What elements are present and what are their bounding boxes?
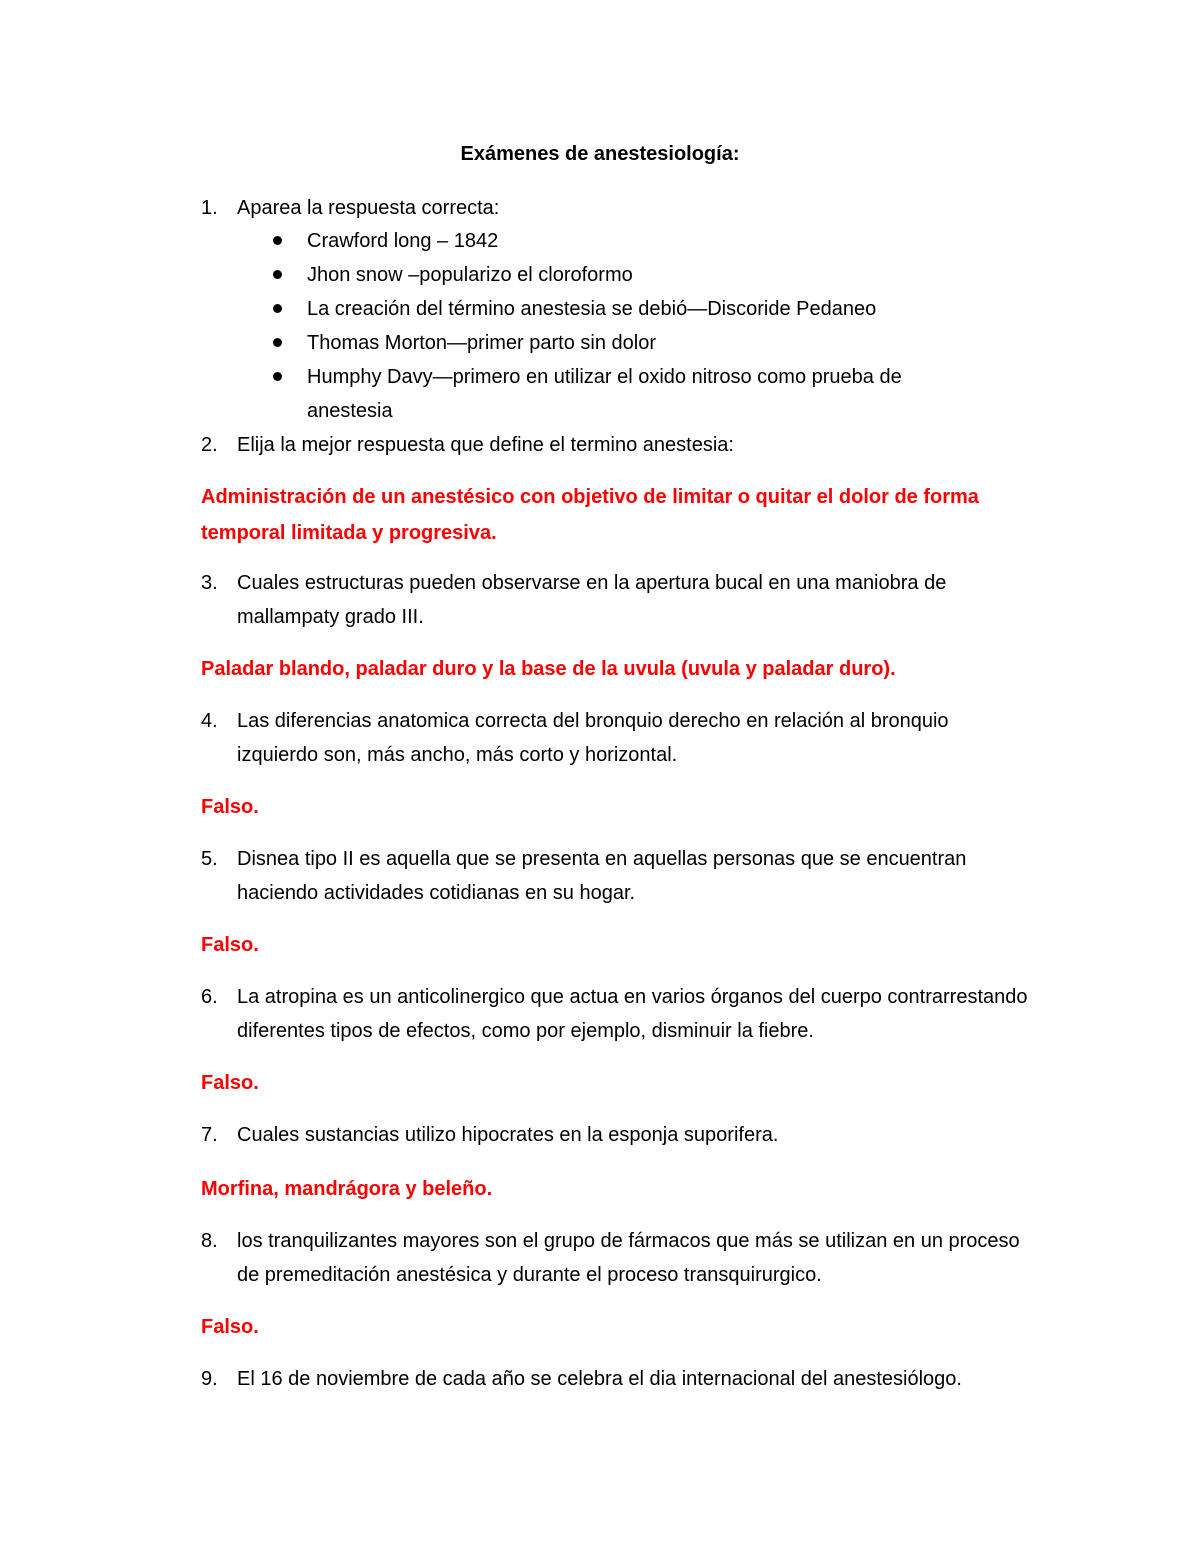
question-7	[201, 1118, 1041, 1152]
question-text: Aparea la respuesta correcta:	[237, 197, 500, 219]
question-6	[201, 980, 1051, 1048]
question-number: 2.	[201, 434, 218, 456]
document-title: Exámenes de anestesiología:	[460, 143, 740, 165]
question-number: 6.	[201, 986, 218, 1008]
list-item: Humphy Davy—primero en utilizar el oxido nitroso como prueba de anestesia	[271, 360, 991, 428]
question-3	[201, 566, 1011, 634]
question-1	[201, 191, 1041, 225]
question-2	[201, 428, 1041, 462]
question-8	[201, 1224, 1021, 1292]
list-item: Thomas Morton—primer parto sin dolor	[271, 326, 991, 360]
bullet-icon	[273, 304, 282, 313]
list-item: La creación del término anestesia se debió—Discoride Pedaneo	[271, 292, 991, 326]
question-number: 1.	[201, 197, 218, 219]
question-number: 3.	[201, 572, 218, 594]
question-text: Las diferencias anatomica correcta del bronquio derecho en relación al bronquio izquierdo son, más ancho, más corto y horizontal.	[237, 710, 949, 766]
question-5	[201, 842, 1026, 910]
answer-6: Falso.	[201, 1072, 259, 1094]
question-number: 4.	[201, 710, 218, 732]
question-9	[201, 1362, 1061, 1396]
question-number: 8.	[201, 1230, 218, 1252]
question-text: Disnea tipo II es aquella que se presenta en aquellas personas que se encuentran haciendo actividades cotidianas en su hogar.	[237, 848, 967, 904]
matching-list	[271, 224, 991, 428]
question-text: El 16 de noviembre de cada año se celebra el dia internacional del anestesiólogo.	[237, 1368, 962, 1390]
answer-8: Falso.	[201, 1316, 259, 1338]
bullet-icon	[273, 236, 282, 245]
question-text: La atropina es un anticolinergico que actua en varios órganos del cuerpo contrarrestando diferentes tipos de efectos, como por ejemplo, disminuir la fiebre.	[237, 986, 1028, 1042]
answer-2: Administración de un anestésico con objetivo de limitar o quitar el dolor de forma temporal limitada y progresiva.	[201, 486, 979, 544]
question-4	[201, 704, 1021, 772]
bullet-icon	[273, 338, 282, 347]
bullet-icon	[273, 270, 282, 279]
answer-3: Paladar blando, paladar duro y la base de la uvula (uvula y paladar duro).	[201, 658, 896, 680]
list-item: Crawford long – 1842	[271, 224, 991, 258]
question-number: 9.	[201, 1368, 218, 1390]
question-text: Cuales sustancias utilizo hipocrates en la esponja suporifera.	[237, 1124, 779, 1146]
question-text: Cuales estructuras pueden observarse en la apertura bucal en una maniobra de mallampaty grado III.	[237, 572, 947, 628]
question-text: Elija la mejor respuesta que define el termino anestesia:	[237, 434, 734, 456]
answer-5: Falso.	[201, 934, 259, 956]
list-item: Jhon snow –popularizo el cloroformo	[271, 258, 991, 292]
question-text: los tranquilizantes mayores son el grupo de fármacos que más se utilizan en un proceso de premeditación anestésica y durante el proceso transquirurgico.	[237, 1230, 1020, 1286]
answer-4: Falso.	[201, 796, 259, 818]
answer-7: Morfina, mandrágora y beleño.	[201, 1178, 493, 1200]
question-number: 7.	[201, 1124, 218, 1146]
bullet-icon	[273, 372, 282, 381]
question-number: 5.	[201, 848, 218, 870]
